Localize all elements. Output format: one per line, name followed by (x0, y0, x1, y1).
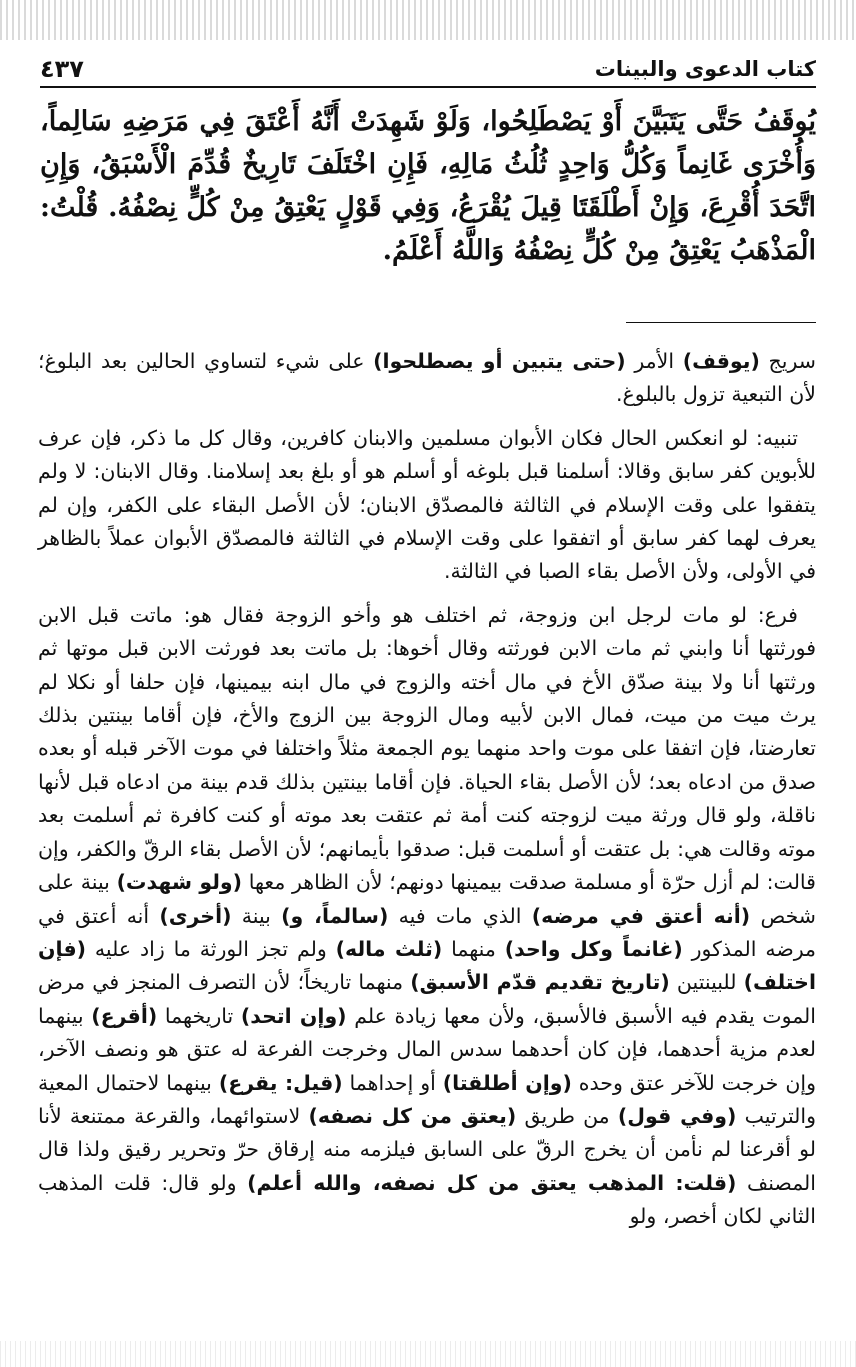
page-number: ٤٣٧ (40, 55, 84, 83)
page-header (40, 52, 816, 88)
commentary-quoted-matn: (يعتق من كل نصفه) (308, 1103, 517, 1128)
commentary-quoted-matn: (قيل: يقرع) (218, 1070, 343, 1095)
book-title: كتاب الدعوى والبينات (594, 57, 816, 81)
commentary-text: أو إحداهما (342, 1070, 443, 1095)
commentary (38, 345, 816, 1244)
commentary-quoted-matn: (وإن اتحد) (240, 1003, 347, 1028)
commentary-quoted-matn: (حتى يتبين أو يصطلحوا) (373, 349, 626, 373)
commentary-text: فرع: لو مات لرجل ابن وزوجة، ثم اختلف هو وأخو الزوجة فقال هو: ماتت قبل الابن فورثتها أنا وابني ثم مات الابن فورثته وقال أخوها: بل ماتت بعد فورثت الابن قبل موتها ثم ورثتها أنا ولا بينة صدّق الأخ في مال أخته والزوج في مال ابنه بيمينها، فإن حلفا أو نكلا لم يرث ميت من ميت، فمال الابن لأبيه ومال الزوجة بين الزوج والأخ، فإن أقاما بينتين بذلك تعارضتا، فإن اتفقا على موت واحد منهما يوم الجمعة مثلاً واختلفا في موت الآخر قبله أو بعده صدق من ادعاه بعد؛ لأن الأصل بقاء الحياة. فإن أقاما بينتين بذلك قدم بينة من ادعاه قبل لأنها ناقلة، ولو قال ورثة ميت لزوجته كنت أمة ثم عتقت بعد موته أو كنت كافرة ثم أسلمت بعد موته وقالت هي: بل عتقت أو أسلمت قبل: صدقوا بأيمانهم؛ لأن الأصل بقاء الرقّ والكفر، وإن قالت: لم أزل حرّة أو مسلمة صدقت بيمينها دونهم؛ لأن الظاهر معها (38, 602, 816, 895)
commentary-quoted-matn: (تاريخ تقديم قدّم الأسبق) (410, 970, 670, 995)
commentary-text: الأمر (625, 349, 683, 373)
commentary-text: من طريق (516, 1103, 618, 1128)
commentary-text: بينة على شخص (38, 870, 816, 928)
commentary-quoted-matn: (أقرع) (91, 1003, 158, 1028)
commentary-quoted-matn: (قلت: المذهب يعتق من كل نصفه، والله أعلم) (247, 1170, 737, 1195)
bottom-scan-edge (0, 1341, 856, 1367)
commentary-quoted-matn: (غانماً وكل واحد) (504, 936, 683, 961)
commentary-text: منهما تاريخاً؛ لأن التصرف المنجز في مرض الموت يقدم فيه الأسبق فالأسبق، ولأن معها زيادة علم (38, 970, 816, 1028)
footnote-separator-rule (626, 322, 816, 323)
commentary-text: بينة (231, 903, 282, 928)
commentary-text: منهما (442, 936, 505, 961)
commentary-text: أنه أعتق في مرضه المذكور (38, 903, 817, 961)
commentary-text: ولو قال: قلت المذهب الثاني لكان أخصر، ولو (38, 1170, 816, 1229)
commentary-paragraph-1 (38, 345, 816, 412)
commentary-text: تاريخهما (157, 1003, 241, 1028)
commentary-text: على شيء لتساوي الحالين بعد البلوغ؛ لأن التبعية تزول بالبلوغ. (38, 349, 816, 407)
commentary-text: بينهما لاحتمال المعية والترتيب (38, 1070, 816, 1128)
commentary-quoted-matn: (وإن أطلقتا) (442, 1070, 572, 1095)
commentary-quoted-matn: (ولو شهدت) (116, 870, 243, 895)
commentary-text: تنبيه: لو انعكس الحال فكان الأبوان مسلمين والابنان كافرين، وقال كل ما ذكر، فإن عرف للأبوين كفر سابق وقالا: أسلمنا قبل بلوغه أو أسلم هو أو بلغ بعد إسلامنا. وقال الابنان: لا ولم يتفقوا على وقت الإسلام في الثالثة فالمصدّق الابنان؛ لأن الأصل البقاء على الكفر، وإن لم يعرف لهما كفر سابق أو اتفقوا على وقت الإسلام في الثالثة فالمصدّق الأبوان عملاً بالظاهر في الأولى، ولأن الأصل بقاء الصبا في الثالثة. (38, 425, 816, 584)
commentary-quoted-matn: (وفي قول) (617, 1103, 737, 1128)
commentary-text: للبينتين (669, 970, 744, 995)
main-text: يُوقَفُ حَتَّى يَتَبَيَّنَ أَوْ يَصْطَلِحُوا، وَلَوْ شَهِدَتْ أَنَّهُ أَعْتَقَ فِي مَرَضِهِ سَالِماً، وَأُخْرَى غَانِماً وَكُلُّ وَاحِدٍ ثُلُثُ مَالِهِ، فَإِنِ اخْتَلَفَ تَارِيخٌ قُدِّمَ الْأَسْبَقُ، وَإِنِ اتَّحَدَ أُقْرِعَ، وَإِنْ أَطْلَقَتَا قِيلَ يُقْرَعُ، وَفِي قَوْلٍ يَعْتِقُ مِنْ كُلٍّ نِصْفُهُ. قُلْتُ: الْمَذْهَبُ يَعْتِقُ مِنْ كُلٍّ نِصْفُهُ وَاللَّهُ أَعْلَمُ. (40, 106, 816, 266)
commentary-quoted-matn: (فإن اختلف) (38, 936, 816, 995)
commentary-quoted-matn: (سالماً، و) (281, 903, 389, 928)
commentary-paragraph-tanbih (38, 422, 816, 589)
commentary-paragraph-far (38, 599, 816, 1234)
commentary-text: الذي مات فيه (388, 903, 532, 928)
commentary-quoted-matn: (ثلث ماله) (335, 936, 443, 961)
commentary-text: لاستوائهما، والقرعة ممتنعة لأنا لو أقرعنا لم نأمن أن يخرج الرقّ على السابق فيلزمه منه إرقاق حرّ وتحرير رقيق ولذا قال المصنف (38, 1103, 816, 1195)
commentary-quoted-matn: (أنه أعتق في مرضه) (531, 903, 751, 928)
commentary-quoted-matn: (يوقف) (682, 349, 760, 373)
commentary-text: ولم تجز الورثة ما زاد عليه (86, 936, 336, 961)
commentary-quoted-matn: (أخرى) (159, 903, 232, 928)
commentary-text: سريج (759, 349, 816, 373)
commentary-text: بينهما لعدم مزية أحدهما، فإن كان أحدهما سدس المال وخرجت الفرعة له عتق هو ونصف الآخر، وإن خرجت للآخر عتق وحده (38, 1003, 816, 1095)
top-ornament-border (0, 0, 856, 40)
